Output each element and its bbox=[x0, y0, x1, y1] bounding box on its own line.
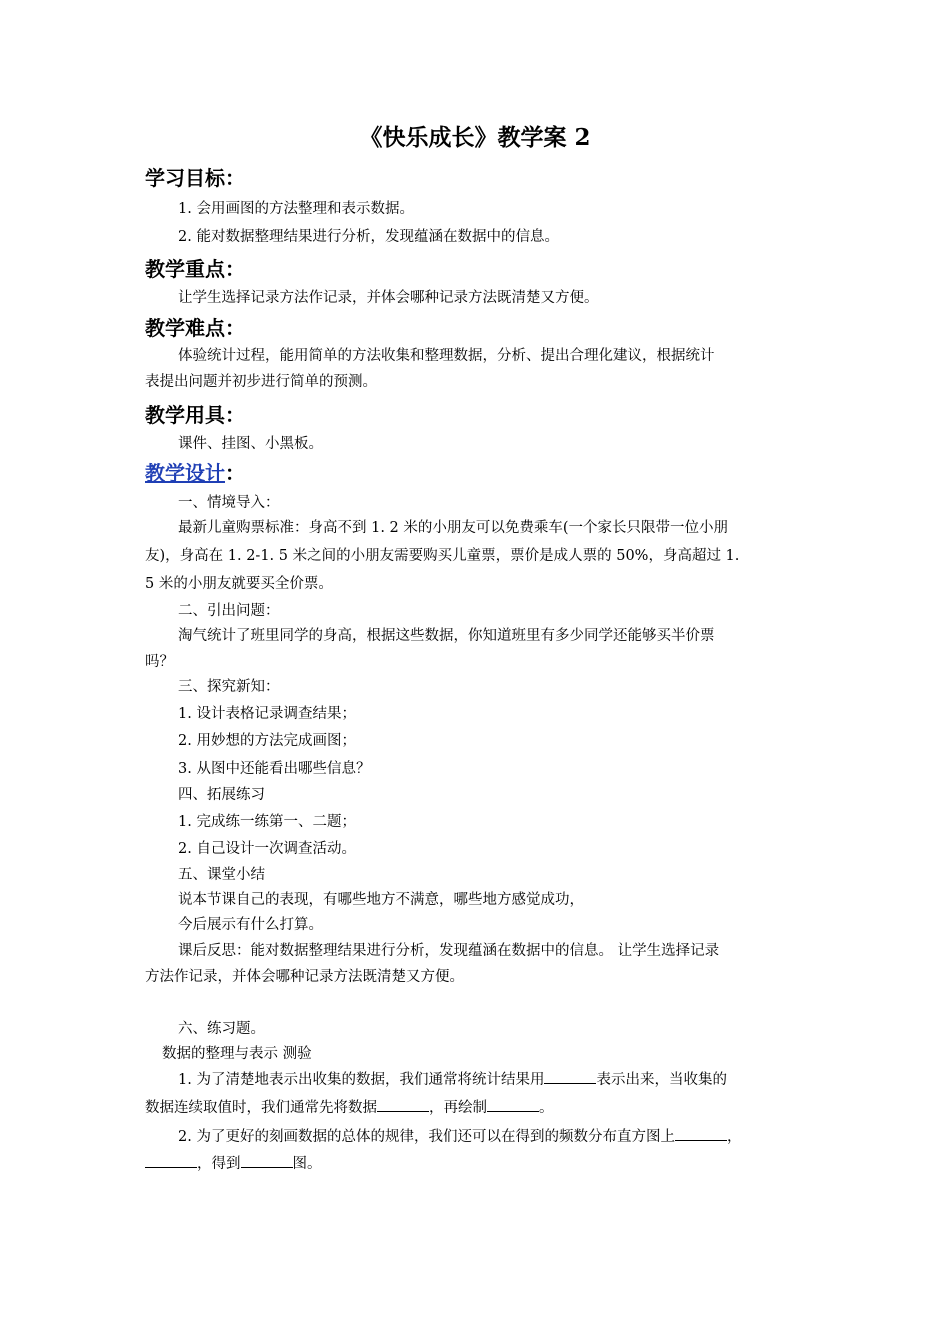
question-2-part-b: ， bbox=[726, 1129, 742, 1145]
section-6-heading: 六、练习题。 bbox=[178, 1021, 265, 1037]
question-2-blank-2[interactable] bbox=[145, 1153, 197, 1168]
section-5-line-2: 今后展示有什么打算。 bbox=[178, 917, 323, 933]
section-3-heading: 三、探究新知： bbox=[178, 679, 280, 695]
question-1-blank-1[interactable] bbox=[544, 1069, 596, 1084]
quiz-title: 数据的整理与表示 测验 bbox=[162, 1046, 312, 1062]
question-1-line-1 bbox=[178, 1069, 727, 1091]
question-1-part-e: 。 bbox=[539, 1100, 554, 1116]
heading-tools: 教学用具： bbox=[145, 403, 245, 427]
design-link[interactable]: 教学设计 bbox=[145, 461, 225, 485]
question-1-line-2 bbox=[145, 1097, 554, 1119]
key-point-text: 让学生选择记录方法作记录，并体会哪种记录方法既清楚又方便。 bbox=[178, 290, 599, 306]
section-3-item-2: 2. 用妙想的方法完成画图； bbox=[178, 733, 356, 749]
section-4-heading: 四、拓展练习 bbox=[178, 787, 265, 803]
goal-1: 1. 会用画图的方法整理和表示数据。 bbox=[178, 201, 414, 217]
question-2-part-c: ，得到 bbox=[197, 1156, 241, 1172]
question-1-blank-2[interactable] bbox=[377, 1097, 429, 1112]
tools-text: 课件、挂图、小黑板。 bbox=[178, 436, 323, 452]
question-1-part-d: ，再绘制 bbox=[429, 1100, 487, 1116]
document-title: 《快乐成长》教学案 2 bbox=[359, 124, 591, 151]
section-3-item-1: 1. 设计表格记录调查结果； bbox=[178, 706, 356, 722]
goal-2: 2. 能对数据整理结果进行分析，发现蕴涵在数据中的信息。 bbox=[178, 229, 559, 245]
question-2-blank-1[interactable] bbox=[675, 1126, 727, 1141]
design-colon: ： bbox=[225, 461, 245, 485]
reflection-line-2: 方法作记录，并体会哪种记录方法既清楚又方便。 bbox=[145, 969, 464, 985]
difficulty-line-1: 体验统计过程，能用简单的方法收集和整理数据，分析、提出合理化建议，根据统计 bbox=[178, 348, 715, 364]
question-1-part-b: 表示出来，当收集的 bbox=[596, 1072, 727, 1088]
section-5-heading: 五、课堂小结 bbox=[178, 867, 265, 883]
question-2-line-2 bbox=[145, 1153, 322, 1175]
section-1-line-3: 5 米的小朋友就要买全价票。 bbox=[145, 576, 333, 592]
question-2-part-d: 图。 bbox=[292, 1156, 322, 1172]
question-2-blank-3[interactable] bbox=[241, 1153, 293, 1168]
question-1-blank-3[interactable] bbox=[487, 1097, 539, 1112]
section-1-line-1: 最新儿童购票标准：身高不到 1. 2 米的小朋友可以免费乘车(一个家长只限带一位小朋 bbox=[178, 520, 729, 536]
difficulty-line-2: 表提出问题并初步进行简单的预测。 bbox=[145, 374, 377, 390]
reflection-line-1: 课后反思：能对数据整理结果进行分析，发现蕴涵在数据中的信息。 让学生选择记录 bbox=[178, 943, 720, 959]
section-4-item-1: 1. 完成练一练第一、二题； bbox=[178, 814, 356, 830]
heading-design bbox=[145, 459, 245, 487]
section-1-line-2: 友)，身高在 1. 2-1. 5 米之间的小朋友需要购买儿童票，票价是成人票的 50%，身高超过 1. bbox=[145, 548, 740, 564]
section-2-heading: 二、引出问题： bbox=[178, 603, 280, 619]
heading-key-points: 教学重点： bbox=[145, 257, 245, 281]
section-5-line-1: 说本节课自己的表现，有哪些地方不满意，哪些地方感觉成功， bbox=[178, 892, 584, 908]
section-2-line-1: 淘气统计了班里同学的身高，根据这些数据，你知道班里有多少同学还能够买半价票 bbox=[178, 628, 715, 644]
question-2-line-1 bbox=[178, 1126, 741, 1148]
heading-difficulties: 教学难点： bbox=[145, 316, 245, 340]
section-4-item-2: 2. 自己设计一次调查活动。 bbox=[178, 841, 356, 857]
section-3-item-3: 3. 从图中还能看出哪些信息？ bbox=[178, 761, 371, 777]
section-2-line-2: 吗？ bbox=[145, 654, 174, 670]
section-1-heading: 一、情境导入： bbox=[178, 495, 280, 511]
question-2-part-a: 2. 为了更好的刻画数据的总体的规律，我们还可以在得到的频数分布直方图上 bbox=[178, 1129, 675, 1145]
heading-goals: 学习目标： bbox=[145, 166, 245, 190]
question-1-part-c: 数据连续取值时，我们通常先将数据 bbox=[145, 1100, 377, 1116]
question-1-part-a: 1. 为了清楚地表示出收集的数据，我们通常将统计结果用 bbox=[178, 1072, 545, 1088]
